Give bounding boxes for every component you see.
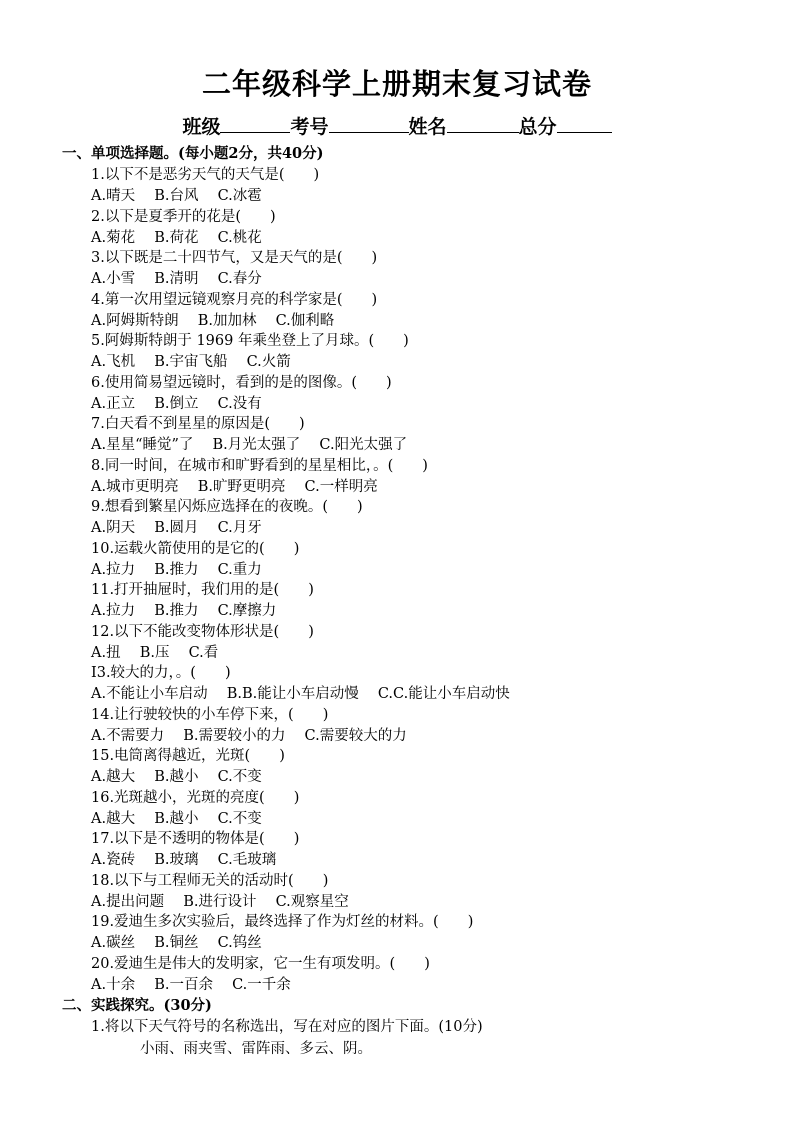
options-2: A.菊花 B.荷花 C.桃花 bbox=[91, 230, 262, 246]
question-15: 15.电筒离得越近，光斑( ) bbox=[91, 748, 285, 764]
total-blank[interactable] bbox=[557, 116, 612, 133]
weather-word-list: 小雨、雨夹雪、雷阵雨、多云、阴。 bbox=[140, 1041, 372, 1057]
question-10: 10.运载火箭使用的是它的( ) bbox=[91, 541, 300, 557]
question-16: 16.光斑越小，光斑的亮度( ) bbox=[91, 790, 300, 806]
class-blank[interactable] bbox=[220, 116, 290, 133]
question-8: 8.同一时间，在城市和旷野看到的星星相比，。( ) bbox=[91, 458, 428, 474]
options-19: A.碳丝 B.铜丝 C.钨丝 bbox=[91, 935, 262, 951]
options-15: A.越大 B.越小 C.不变 bbox=[91, 769, 262, 785]
question-4: 4.第一次用望远镜观察月亮的科学家是( ) bbox=[91, 292, 378, 308]
question-14: 14.让行驶较快的小车停下来，( ) bbox=[91, 707, 329, 723]
question-3: 3.以下既是二十四节气，又是天气的是( ) bbox=[91, 250, 378, 266]
exam-no-blank[interactable] bbox=[329, 116, 409, 133]
options-10: A.拉力 B.推力 C.重力 bbox=[91, 562, 262, 578]
total-label: 总分 bbox=[518, 116, 557, 138]
options-14: A.不需要力 B.需要较小的力 C.需要较大的力 bbox=[91, 728, 407, 744]
options-11: A.拉力 B.推力 C.摩擦力 bbox=[91, 603, 277, 619]
question-2: 2.以下是夏季开的花是( ) bbox=[91, 209, 276, 225]
options-7: A.星星“睡觉”了 B.月光太强了 C.阳光太强了 bbox=[91, 437, 408, 453]
options-12: A.扭 B.压 C.看 bbox=[91, 645, 219, 661]
section2-question-1: 1.将以下天气符号的名称选出，写在对应的图片下面。(10分) bbox=[91, 1019, 483, 1035]
options-16: A.越大 B.越小 C.不变 bbox=[91, 811, 262, 827]
question-12: 12.以下不能改变物体形状是( ) bbox=[91, 624, 314, 640]
question-11: 11.打开抽屉时，我们用的是( ) bbox=[91, 582, 314, 598]
name-blank[interactable] bbox=[447, 116, 519, 133]
class-label: 班级 bbox=[182, 116, 221, 138]
options-6: A.正立 B.倒立 C.没有 bbox=[91, 396, 262, 412]
exam-no-label: 考号 bbox=[290, 116, 329, 138]
question-9: 9.想看到繁星闪烁应选择在的夜晚。( ) bbox=[91, 499, 363, 515]
options-9: A.阴天 B.圆月 C.月牙 bbox=[91, 520, 262, 536]
options-1: A.晴天 B.台风 C.冰雹 bbox=[91, 188, 262, 204]
question-20: 20.爱迪生是伟大的发明家，它一生有项发明。( ) bbox=[91, 956, 430, 972]
options-3: A.小雪 B.清明 C.春分 bbox=[91, 271, 262, 287]
exam-title: 二年级科学上册期末复习试卷 bbox=[201, 67, 592, 101]
section1-heading: 一、单项选择题。(每小题2分，共40分) bbox=[62, 145, 324, 162]
question-6: 6.使用简易望远镜时，看到的是的图像。( ) bbox=[91, 375, 392, 391]
options-8: A.城市更明亮 B.旷野更明亮 C.一样明亮 bbox=[91, 479, 378, 495]
options-20: A.十余 B.一百余 C.一千余 bbox=[91, 977, 291, 993]
question-13: I3.较大的力，。( ) bbox=[91, 665, 231, 681]
question-18: 18.以下与工程师无关的活动时( ) bbox=[91, 873, 329, 889]
options-13: A.不能让小车启动 B.B.能让小车启动慢 C.C.能让小车启动快 bbox=[91, 686, 510, 702]
options-18: A.提出问题 B.进行设计 C.观察星空 bbox=[91, 894, 349, 910]
name-label: 姓名 bbox=[408, 116, 447, 138]
question-5: 5.阿姆斯特朗于 1969 年乘坐登上了月球。( ) bbox=[91, 333, 409, 349]
options-5: A.飞机 B.宇宙飞船 C.火箭 bbox=[91, 354, 291, 370]
options-4: A.阿姆斯特朗 B.加加林 C.伽利略 bbox=[91, 313, 335, 329]
question-1: 1.以下不是恶劣天气的天气是( ) bbox=[91, 167, 320, 183]
section2-heading: 二、实践探究。(30分) bbox=[62, 997, 212, 1014]
student-info-row bbox=[0, 112, 794, 139]
options-17: A.瓷砖 B.玻璃 C.毛玻璃 bbox=[91, 852, 277, 868]
question-19: 19.爱迪生多次实验后，最终选择了作为灯丝的材料。( ) bbox=[91, 914, 474, 930]
question-7: 7.白天看不到星星的原因是( ) bbox=[91, 416, 305, 432]
question-17: 17.以下是不透明的物体是( ) bbox=[91, 831, 300, 847]
